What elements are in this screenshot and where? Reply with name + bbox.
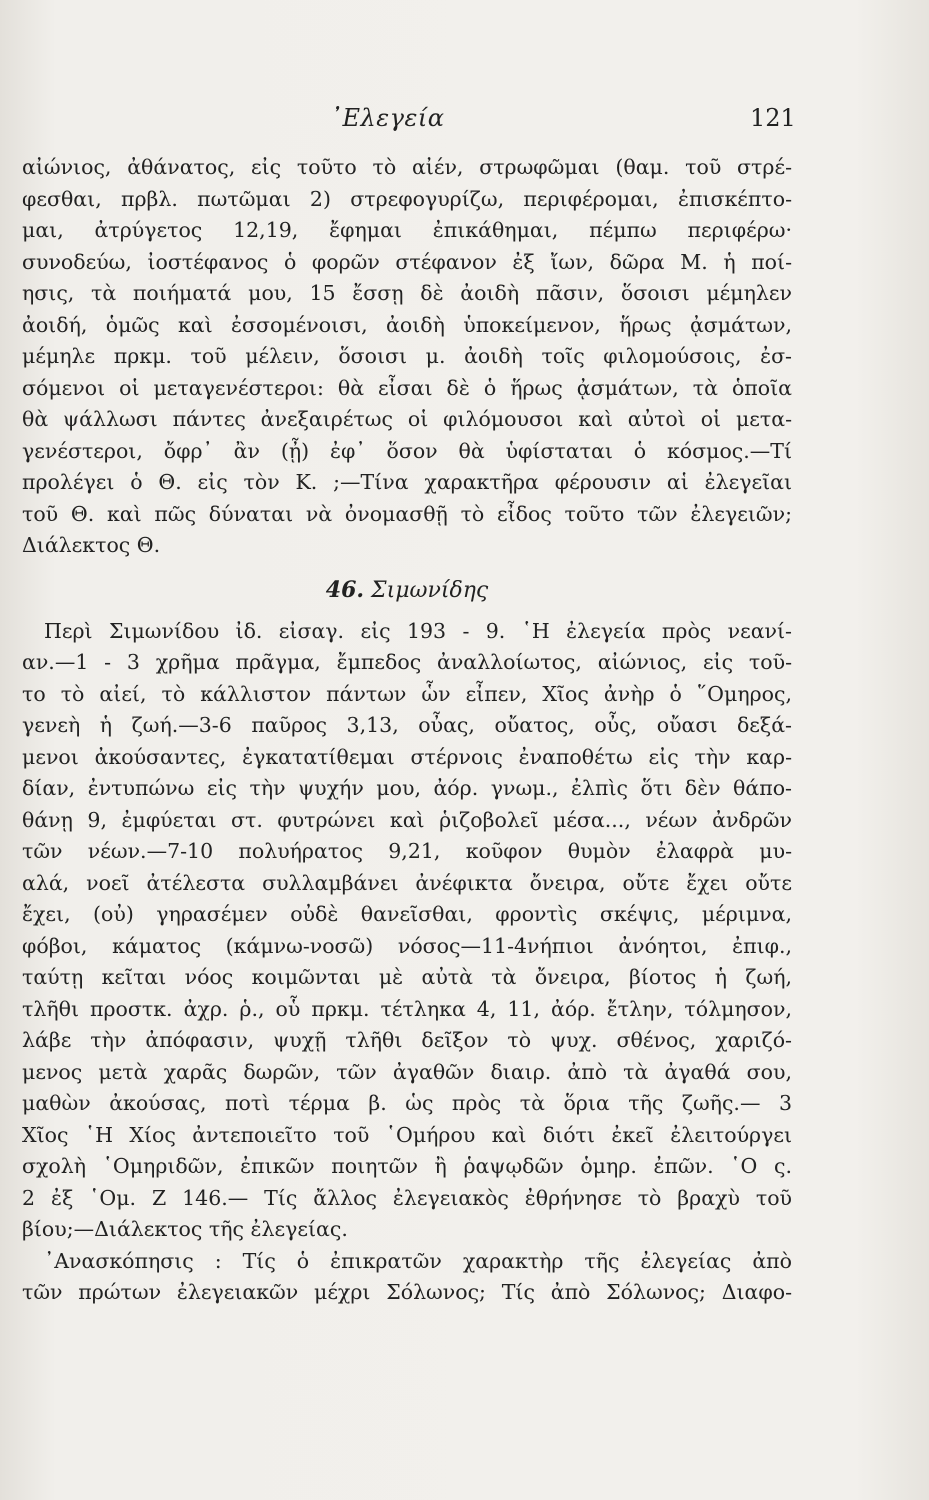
text-line: τῶν πρώτων ἐλεγειακῶν μέχρι Σόλωνος; Τίς ἀπὸ Σόλωνος; Διαφο- [22, 1280, 792, 1304]
text-line: λάβε τὴν ἀπόφασιν, ψυχῇ τλῆθι δεῖξον τὸ ψυχ. σθένος, χαριζό- [22, 1028, 792, 1052]
text-line: δίαν, ἐντυπώνω εἰς τὴν ψυχήν μου, ἀόρ. γνωμ., ἐλπὶς ὅτι δὲν θάπο- [22, 776, 792, 800]
text-line: Χῖος ῾Η Χίος ἀντεποιεῖτο τοῦ ῾Ομήρου καὶ διότι ἐκεῖ ἐλειτούργει [22, 1122, 792, 1147]
text-line: ησις, τὰ ποιήματά μου, 15 ἔσσῃ δὲ ἀοιδὴ πᾶσιν, ὅσοισι μέμηλεν [22, 281, 792, 305]
text-line: μαι, ἀτρύγετος 12,19, ἔφημαι ἐπικάθημαι, πέμπω περιφέρω· [22, 218, 792, 242]
text-line: βίου;—Διάλεκτος τῆς ἐλεγείας. [22, 1217, 348, 1241]
text-line: γενέστεροι, ὄφρ᾽ ἂν (ᾖ) ἐφ᾽ ὅσον θὰ ὑφίσταται ὁ κόσμος.—Τί [22, 438, 792, 463]
text-line: ᾽Ανασκόπησις : Τίς ὁ ἐπικρατῶν χαρακτὴρ τῆς ἐλεγείας ἀπὸ [44, 1248, 792, 1273]
text-line: 2 ἐξ ῾Ομ. Ζ 146.— Τίς ἄλλος ἐλεγειακὸς ἐθρήνησε τὸ βραχὺ τοῦ [22, 1185, 792, 1210]
running-title: ᾽Ελεγεία [330, 104, 445, 132]
text-line: ἔχει, (οὐ) γηρασέμεν οὐδὲ θανεῖσθαι, φροντὶς σκέψις, μέριμνα, [22, 902, 792, 926]
page-number: 121 [750, 104, 796, 132]
section-title: Σιμωνίδης [371, 577, 489, 603]
commentary-text [22, 152, 792, 1309]
text-line: θὰ ψάλλωσι πάντες ἀνεξαιρέτως οἱ φιλόμουσοι καὶ αὐτοὶ οἱ μετα- [22, 407, 792, 431]
text-line: αἰώνιος, ἀθάνατος, εἰς τοῦτο τὸ αἰέν, στρωφῶμαι (θαμ. τοῦ στρέ- [22, 155, 792, 179]
text-line: συνοδεύω, ἰοστέφανος ὁ φορῶν στέφανον ἐξ ἴων, δῶρα Μ. ἡ ποί- [22, 249, 792, 274]
text-line: τοῦ Θ. καὶ πῶς δύναται νὰ ὀνομασθῇ τὸ εἶδος τοῦτο τῶν ἐλεγειῶν; [22, 501, 792, 526]
text-line: μενοι ἀκούσαντες, ἐγκατατίθεμαι στέρνοις ἐναποθέτω εἰς τὴν καρ- [22, 744, 792, 769]
text-line: φόβοι, κάματος (κάμνω-νοσῶ) νόσος—11-4νήπιοι ἀνόητοι, ἐπιφ., [22, 933, 792, 958]
text-line: ταύτῃ κεῖται νόος κοιμῶνται μὲ αὐτὰ τὰ ὄνειρα, βίοτος ἡ ζωή, [22, 965, 792, 989]
text-line: προλέγει ὁ Θ. εἰς τὸν Κ. ;—Τίνα χαρακτῆρα φέρουσιν αἱ ἐλεγεῖαι [22, 470, 792, 494]
text-line: σχολὴ ῾Ομηριδῶν, ἐπικῶν ποιητῶν ἢ ῥαψῳδῶν ὁμηρ. ἐπῶν. ῾Ο ς. [22, 1154, 792, 1178]
text-line: φεσθαι, πρβλ. πωτῶμαι 2) στρεφογυρίζω, περιφέρομαι, ἐπισκέπτο- [22, 186, 792, 211]
text-line: μαθὼν ἀκούσας, ποτὶ τέρμα β. ὡς πρὸς τὰ ὅρια τῆς ζωῆς.— 3 [22, 1091, 792, 1115]
text-line: Διάλεκτος Θ. [22, 533, 161, 557]
text-line: Περὶ Σιμωνίδου ἰδ. εἰσαγ. εἰς 193 - 9. ῾Η ἐλεγεία πρὸς νεανί- [44, 618, 792, 643]
text-line: γενεὴ ἡ ζωή.—3-6 παῦρος 3,13, οὖας, οὔατος, οὖς, οὔασι δεξά- [22, 713, 792, 737]
text-line: το τὸ αἰεί, τὸ κάλλιστον πάντων ὧν εἶπεν, Χῖος ἀνὴρ ὁ ῞Ομηρος, [22, 681, 792, 706]
text-line: σόμενοι οἱ μεταγενέστεροι: θὰ εἶσαι δὲ ὁ ἥρως ᾀσμάτων, τὰ ὁποῖα [22, 375, 792, 400]
page-header [0, 100, 929, 140]
text-line: μέμηλε πρκμ. τοῦ μέλειν, ὅσοισι μ. ἀοιδὴ τοῖς φιλομούσοις, ἐσ- [22, 344, 792, 368]
text-line: αλά, νοεῖ ἀτέλεστα συλλαμβάνει ἀνέφικτα ὄνειρα, οὔτε ἔχει οὔτε [22, 870, 792, 895]
text-line: θάνῃ 9, ἐμφύεται στ. φυτρώνει καὶ ῥιζοβολεῖ μέσα..., νέων ἀνδρῶν [22, 807, 792, 832]
text-line: μενος μετὰ χαρᾶς δωρῶν, τῶν ἀγαθῶν διαιρ. ἀπὸ τὰ ἀγαθά σου, [22, 1059, 792, 1084]
text-line: αν.—1 - 3 χρῆμα πρᾶγμα, ἔμπεδος ἀναλλοίωτος, αἰώνιος, εἰς τοῦ- [22, 650, 792, 674]
section-heading [22, 570, 792, 610]
text-line: τλῆθι προστκ. ἀχρ. ῥ., οὗ πρκμ. τέτληκα 4, 11, ἀόρ. ἔτλην, τόλμησον, [22, 996, 792, 1021]
text-line: ἀοιδή, ὁμῶς καὶ ἐσσομένοισι, ἀοιδὴ ὑποκείμενον, ἥρως ᾀσμάτων, [22, 312, 792, 337]
text-line: τῶν νέων.—7-10 πολυήρατος 9,21, κοῦφον θυμὸν ἐλαφρὰ μυ- [22, 839, 792, 863]
section-number: 46. [325, 576, 365, 603]
